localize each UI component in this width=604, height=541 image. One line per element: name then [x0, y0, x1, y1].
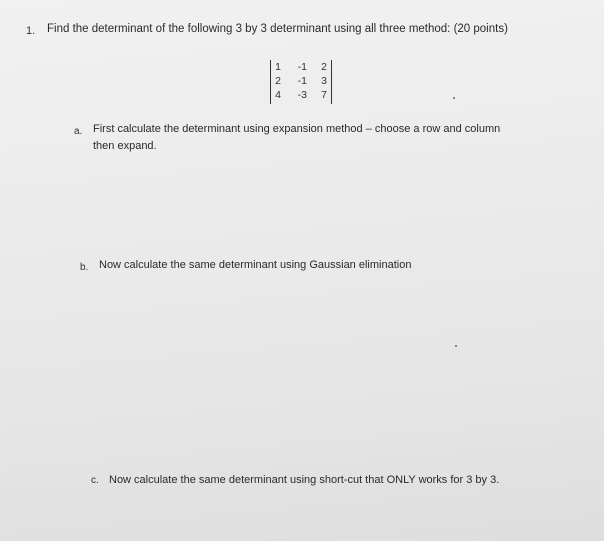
matrix-cell: -1 [297, 61, 307, 73]
part-b-line1: Now calculate the same determinant using Gaussian elimination [99, 259, 412, 271]
part-a-line2: then expand. [93, 140, 157, 152]
matrix-row [271, 60, 331, 74]
part-a-text [93, 121, 500, 155]
matrix-cell: 2 [275, 75, 281, 87]
part-b-text [99, 257, 411, 274]
determinant-matrix [270, 60, 332, 104]
matrix-cell: 4 [275, 89, 281, 101]
part-c-line1: Now calculate the same determinant using short-cut that ONLY works for 3 by 3. [109, 474, 500, 486]
stray-mark [453, 97, 455, 99]
matrix-cell: -1 [297, 75, 307, 87]
matrix-cell: 7 [321, 89, 327, 101]
matrix-cell: 2 [321, 61, 327, 73]
part-a-line1: First calculate the determinant using expansion method – choose a row and column [93, 123, 501, 135]
matrix-row [271, 74, 331, 88]
matrix-cell: 3 [321, 75, 327, 87]
part-a-label: a. [74, 126, 83, 137]
matrix-row [271, 88, 331, 102]
part-c-text [109, 472, 499, 489]
part-b-label: b. [80, 262, 89, 273]
question-number: 1. [26, 25, 36, 37]
stray-mark [455, 345, 457, 347]
matrix-cell: 1 [275, 61, 281, 73]
matrix-cell: -3 [297, 89, 307, 101]
part-c-label: c. [91, 475, 99, 486]
question-text: Find the determinant of the following 3 by 3 determinant using all three method: (20 points) [47, 23, 508, 35]
